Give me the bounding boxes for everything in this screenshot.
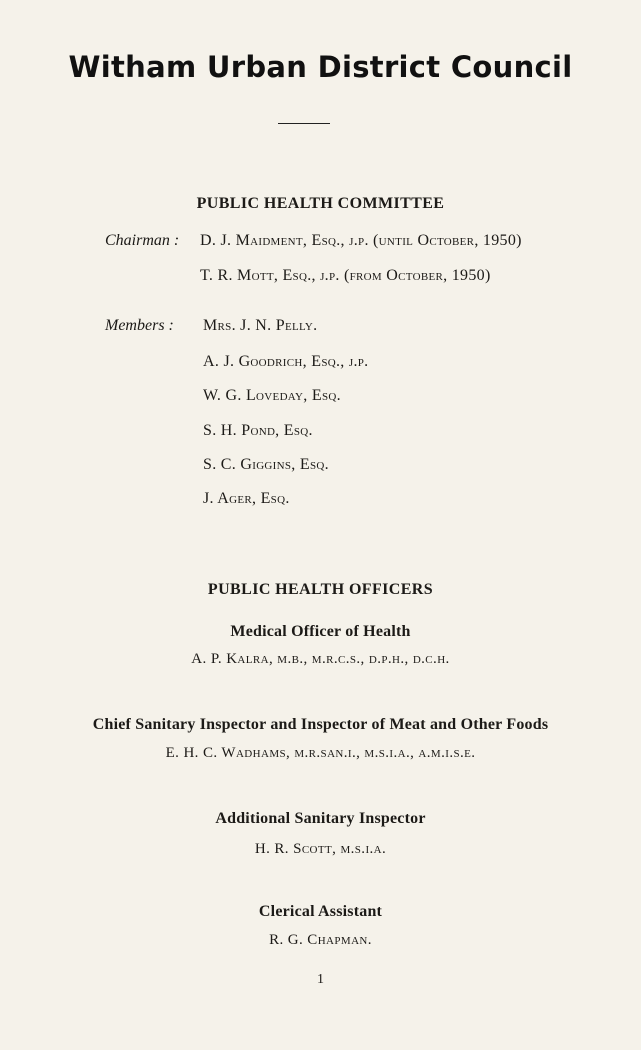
member-entry: A. J. Goodrich, Esq., j.p. xyxy=(203,353,369,370)
member-entry: Mrs. J. N. Pelly. xyxy=(203,317,318,334)
officer-name: A. P. Kalra, m.b., m.r.c.s., d.p.h., d.c.h. xyxy=(191,651,450,667)
officer-role: Chief Sanitary Inspector and Inspector of Meat and Other Foods xyxy=(92,716,549,733)
officer-role: Medical Officer of Health xyxy=(230,623,411,640)
officer-name: H. R. Scott, m.s.i.a. xyxy=(254,841,387,857)
member-entry: W. G. Loveday, Esq. xyxy=(203,387,341,404)
page-title: Witham Urban District Council xyxy=(68,50,573,84)
officer-role: Additional Sanitary Inspector xyxy=(215,810,426,827)
title-divider xyxy=(278,123,330,124)
committee-heading: PUBLIC HEALTH COMMITTEE xyxy=(196,195,445,212)
member-entry: J. Ager, Esq. xyxy=(203,490,290,507)
page-number: 1 xyxy=(317,972,324,987)
officer-name: E. H. C. Wadhams, m.r.san.i., m.s.i.a., a.m.i.s.e. xyxy=(165,745,476,761)
member-entry: S. C. Giggins, Esq. xyxy=(203,456,329,473)
members-label: Members : xyxy=(105,317,174,334)
chairman-entry-1: D. J. Maidment, Esq., j.p. (until October, 1950) xyxy=(200,232,522,249)
officer-name: R. G. Chapman. xyxy=(269,932,372,948)
chairman-entry-2: T. R. Mott, Esq., j.p. (from October, 1950) xyxy=(200,267,491,284)
member-entry: S. H. Pond, Esq. xyxy=(203,422,313,439)
chairman-label: Chairman : xyxy=(105,232,180,249)
officer-role: Clerical Assistant xyxy=(258,903,383,920)
officers-heading: PUBLIC HEALTH OFFICERS xyxy=(207,581,434,598)
